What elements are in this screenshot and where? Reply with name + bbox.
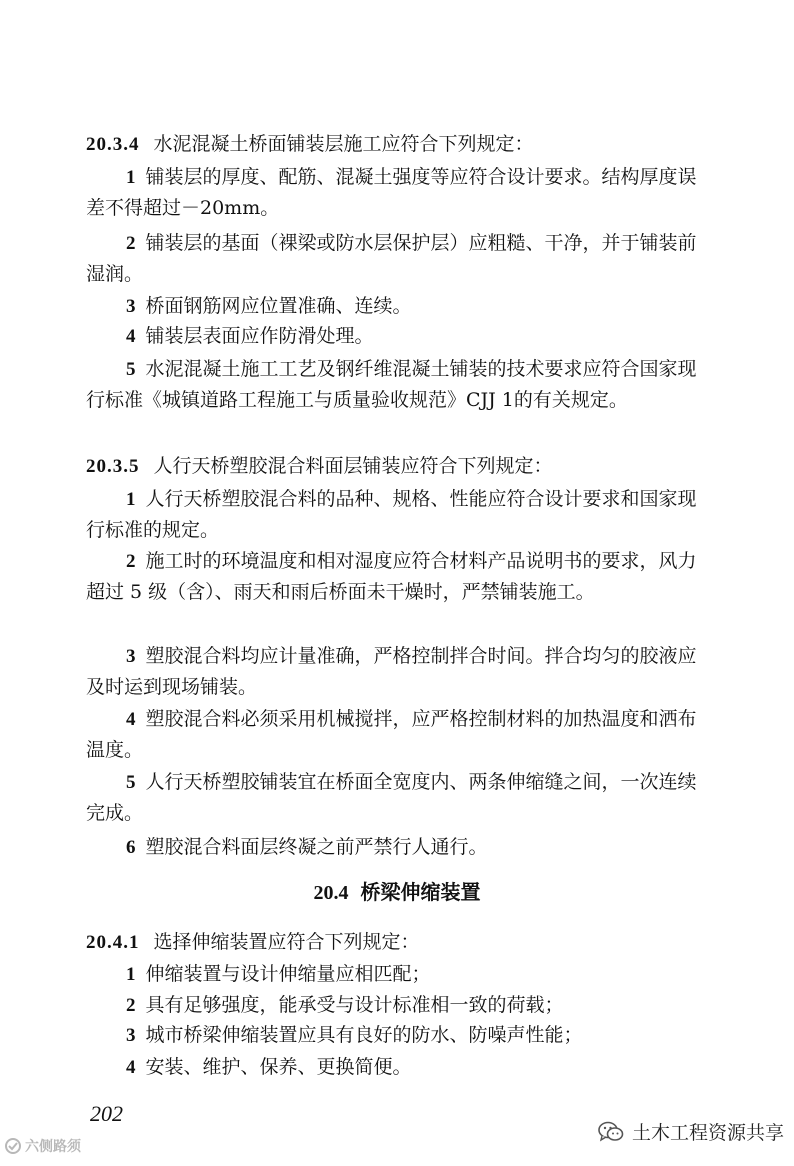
item-text: 塑胶混合料必须采用机械搅拌，应严格控制材料的加热温度和洒布温度。 xyxy=(86,708,697,761)
list-item xyxy=(86,704,698,765)
item-number: 2 xyxy=(126,233,136,254)
item-number: 4 xyxy=(126,326,136,347)
item-number: 4 xyxy=(126,709,136,730)
list-item xyxy=(86,1020,698,1051)
item-text: 安装、维护、保养、更换简便。 xyxy=(145,1056,412,1078)
wechat-icon xyxy=(598,1121,624,1143)
clause-20-3-4-heading xyxy=(86,133,698,156)
list-item xyxy=(86,321,698,352)
item-text: 城市桥梁伸缩装置应具有良好的防水、防噪声性能； xyxy=(145,1024,583,1046)
clause-title: 人行天桥塑胶混合料面层铺装应符合下列规定： xyxy=(153,455,553,477)
clause-20-4-1-heading xyxy=(86,931,698,954)
item-number: 6 xyxy=(126,837,136,858)
clause-title: 水泥混凝土桥面铺装层施工应符合下列规定： xyxy=(153,133,534,155)
watermark-left-text: 六侧路须 xyxy=(25,1139,81,1155)
item-text: 人行天桥塑胶混合料的品种、规格、性能应符合设计要求和国家现行标准的规定。 xyxy=(86,488,697,541)
clause-number: 20.4.1 xyxy=(86,932,140,953)
item-text: 水泥混凝土施工工艺及钢纤维混凝土铺装的技术要求应符合国家现行标准《城镇道路工程施工与质量验收规范》CJJ 1的有关规定。 xyxy=(86,358,697,411)
list-item xyxy=(86,291,698,322)
list-item xyxy=(86,959,698,990)
page-number: 202 xyxy=(90,1101,123,1126)
item-text: 人行天桥塑胶铺装宜在桥面全宽度内、两条伸缩缝之间，一次连续完成。 xyxy=(86,771,697,824)
list-item xyxy=(86,546,698,607)
list-item xyxy=(86,641,698,702)
list-item xyxy=(86,1052,698,1083)
list-item xyxy=(86,228,698,289)
item-text: 施工时的环境温度和相对湿度应符合材料产品说明书的要求，风力超过 5 级（含）、雨天和雨后桥面未干燥时，严禁铺装施工。 xyxy=(86,550,697,603)
item-text: 桥面钢筋网应位置准确、连续。 xyxy=(145,295,412,317)
item-text: 具有足够强度，能承受与设计标准相一致的荷载； xyxy=(145,994,564,1016)
account-name: 土木工程资源共享 xyxy=(632,1122,785,1144)
item-text: 塑胶混合料面层终凝之前严禁行人通行。 xyxy=(145,836,488,858)
clause-number: 20.3.5 xyxy=(86,456,140,477)
item-number: 5 xyxy=(126,772,136,793)
list-item xyxy=(86,354,698,415)
item-number: 3 xyxy=(126,646,136,667)
clause-title: 选择伸缩装置应符合下列规定： xyxy=(153,931,420,953)
item-number: 5 xyxy=(126,359,136,380)
watermark-right xyxy=(598,1118,784,1145)
item-text: 伸缩装置与设计伸缩量应相匹配； xyxy=(145,963,431,985)
item-number: 2 xyxy=(126,995,136,1016)
clause-20-3-5-heading xyxy=(86,455,698,478)
item-number: 1 xyxy=(126,964,136,985)
list-item xyxy=(86,990,698,1021)
item-number: 3 xyxy=(126,1025,136,1046)
clause-number: 20.3.4 xyxy=(86,134,140,155)
item-text: 塑胶混合料均应计量准确，严格控制拌合时间。拌合均匀的胶液应及时运到现场铺装。 xyxy=(86,645,697,698)
item-text: 铺装层表面应作防滑处理。 xyxy=(145,325,374,347)
list-item xyxy=(86,832,698,863)
section-number: 20.4 xyxy=(313,882,349,904)
item-text: 铺装层的厚度、配筋、混凝土强度等应符合设计要求。结构厚度误差不得超过－20mm。 xyxy=(86,166,697,219)
item-number: 1 xyxy=(126,167,136,188)
item-number: 2 xyxy=(126,551,136,572)
section-title: 桥梁伸缩装置 xyxy=(360,880,481,904)
item-number: 1 xyxy=(126,489,136,510)
item-text: 铺装层的基面（裸梁或防水层保护层）应粗糙、干净，并于铺装前湿润。 xyxy=(86,232,697,285)
list-item xyxy=(86,162,698,223)
item-number: 4 xyxy=(126,1057,136,1078)
list-item xyxy=(86,484,698,545)
list-item xyxy=(86,767,698,828)
watermark-logo-icon xyxy=(4,1137,22,1155)
item-number: 3 xyxy=(126,296,136,317)
watermark-left xyxy=(4,1136,81,1156)
section-heading xyxy=(0,880,794,905)
